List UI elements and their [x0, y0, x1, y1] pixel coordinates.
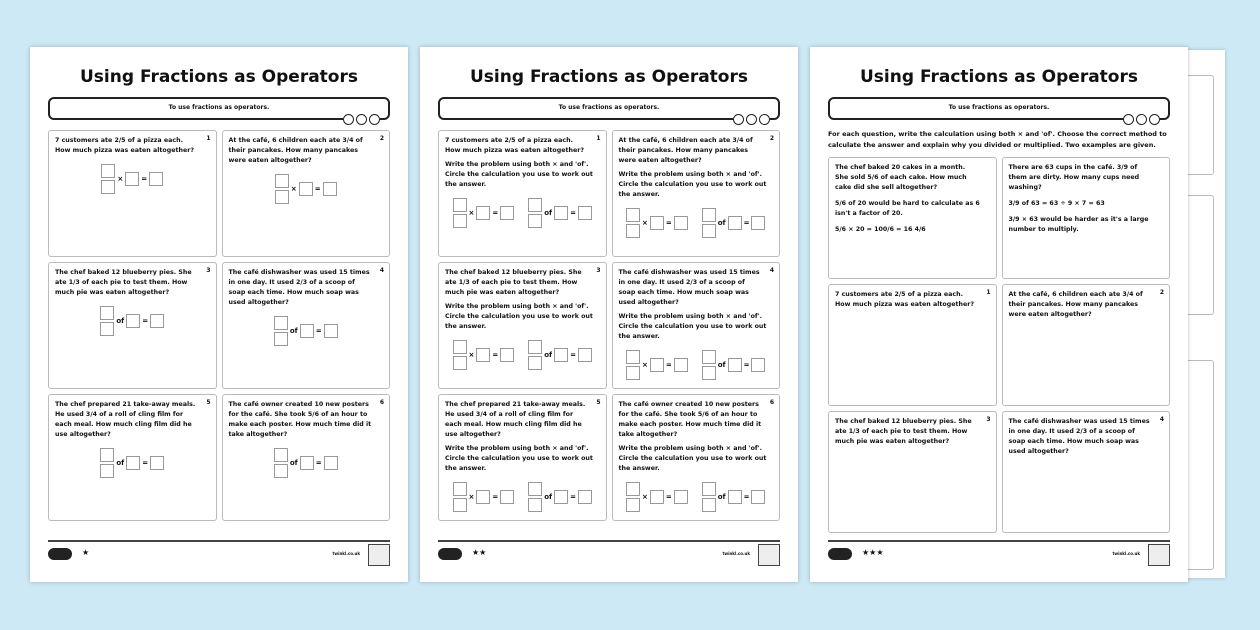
- operator: of: [544, 493, 553, 501]
- question-text: At the café, 6 children each ate 3/4 of their pancakes. How many pancakes were eaten altogether?: [618, 137, 753, 164]
- question-number: 4: [379, 267, 384, 274]
- answer-equations: [229, 316, 384, 346]
- answer-equation: [626, 482, 688, 512]
- answer-equation: [528, 340, 592, 370]
- operand-box[interactable]: [728, 216, 742, 230]
- question-number: 5: [596, 399, 601, 406]
- question-cell: [222, 394, 391, 521]
- answer-equations: [445, 198, 600, 228]
- operand-box[interactable]: [554, 206, 568, 220]
- question-text: The chef prepared 21 take-away meals. He used 3/4 of a roll of cling film for each meal. How much cling film did he use altogether?: [55, 401, 196, 438]
- question-cell: [222, 130, 391, 257]
- operand-box[interactable]: [650, 358, 664, 372]
- question-prompt: Write the problem using both × and 'of'. Circle the calculation you use to work out the answer.: [618, 313, 767, 340]
- operand-box[interactable]: [728, 490, 742, 504]
- operator: of: [544, 351, 553, 359]
- answer-equation: [702, 208, 766, 238]
- question-number: 3: [596, 267, 601, 274]
- answer-equation: [274, 316, 338, 346]
- answer-equation: [528, 198, 592, 228]
- operator: of: [116, 317, 125, 325]
- fraction-boxes: [101, 164, 115, 194]
- example-cell: [828, 157, 997, 279]
- example-question: The chef baked 20 cakes in a month. She sold 5/6 of each cake. How much cake did she sell altogether?: [835, 164, 967, 191]
- operator: of: [116, 459, 125, 467]
- self-assessment-circles: [1123, 114, 1160, 125]
- question-cell: [438, 130, 607, 257]
- denominator-box[interactable]: [626, 498, 640, 512]
- fraction-boxes: [528, 340, 542, 370]
- answer-box[interactable]: [674, 490, 688, 504]
- equals-sign: =: [315, 459, 322, 467]
- denominator-box[interactable]: [453, 498, 467, 512]
- numerator-box[interactable]: [528, 482, 542, 496]
- question-cell: [828, 411, 997, 533]
- answer-equations: [55, 448, 210, 478]
- self-assessment-circles: [733, 114, 770, 125]
- objective-box: [438, 97, 780, 120]
- example-working: 3/9 of 63 = 63 ÷ 9 × 7 = 63: [1008, 200, 1105, 207]
- question-text: 7 customers ate 2/5 of a pizza each. How much pizza was eaten altogether?: [55, 137, 195, 154]
- fraction-boxes: [528, 482, 542, 512]
- question-text: The chef baked 12 blueberry pies. She ate 1/3 of each pie to test them. How much pie was eaten altogether?: [835, 418, 972, 445]
- answer-box[interactable]: [150, 456, 164, 470]
- assessment-circle[interactable]: [369, 114, 380, 125]
- question-cell: [48, 394, 217, 521]
- fraction-boxes: [453, 340, 467, 370]
- question-number: 2: [379, 135, 384, 142]
- equals-sign: =: [665, 361, 672, 369]
- denominator-box[interactable]: [626, 224, 640, 238]
- equals-sign: =: [570, 351, 576, 359]
- assessment-circle[interactable]: [1149, 114, 1160, 125]
- operator: ×: [290, 185, 297, 193]
- numerator-box[interactable]: [274, 316, 288, 330]
- answer-box[interactable]: [324, 456, 338, 470]
- question-prompt: Write the problem using both × and 'of'. Circle the calculation you use to work out the answer.: [618, 445, 767, 472]
- fraction-boxes: [528, 198, 542, 228]
- question-text: 7 customers ate 2/5 of a pizza each. How much pizza was eaten altogether?: [835, 291, 975, 308]
- operator: of: [544, 209, 553, 217]
- question-text: At the café, 6 children each ate 3/4 of their pancakes. How many pancakes were eaten altogether?: [228, 137, 363, 164]
- answer-box[interactable]: [751, 358, 765, 372]
- example-working: 3/9 × 63 would be harder as it's a large number to multiply.: [1008, 216, 1149, 233]
- equals-sign: =: [314, 185, 321, 193]
- footer-website: twinkl.co.uk: [332, 551, 360, 556]
- answer-box[interactable]: [149, 172, 163, 186]
- denominator-box[interactable]: [453, 214, 467, 228]
- operand-box[interactable]: [476, 206, 490, 220]
- equals-sign: =: [142, 317, 149, 325]
- question-text: The chef baked 12 blueberry pies. She ate 1/3 of each pie to test them. How much pie was eaten altogether?: [55, 269, 192, 296]
- answer-equations: [445, 340, 600, 370]
- assessment-circle[interactable]: [1136, 114, 1147, 125]
- footer-website: twinkl.co.uk: [722, 551, 750, 556]
- numerator-box[interactable]: [702, 482, 716, 496]
- operator: ×: [642, 493, 648, 501]
- objective-box: [48, 97, 390, 120]
- assessment-circle[interactable]: [733, 114, 744, 125]
- question-prompt: Write the problem using both × and 'of'. Circle the calculation you use to work out the answer.: [445, 161, 593, 188]
- objective-text: To use fractions as operators.: [558, 104, 660, 111]
- assessment-circle[interactable]: [1123, 114, 1134, 125]
- denominator-box[interactable]: [528, 214, 542, 228]
- answer-box[interactable]: [500, 348, 514, 362]
- operator: ×: [468, 493, 475, 501]
- operator: of: [289, 459, 298, 467]
- fraction-boxes: [453, 198, 467, 228]
- question-prompt: Write the problem using both × and 'of'. Circle the calculation you use to work out the answer.: [618, 171, 767, 198]
- operator: of: [289, 327, 298, 335]
- equals-sign: =: [570, 493, 576, 501]
- question-number: 4: [769, 267, 774, 274]
- answer-equations: [619, 350, 774, 380]
- assessment-circle[interactable]: [759, 114, 770, 125]
- answer-equation: [702, 482, 766, 512]
- operand-box[interactable]: [476, 348, 490, 362]
- equals-sign: =: [743, 361, 750, 369]
- equals-sign: =: [492, 493, 499, 501]
- answer-box[interactable]: [578, 206, 592, 220]
- denominator-box[interactable]: [101, 180, 115, 194]
- question-text: At the café, 6 children each ate 3/4 of their pancakes. How many pancakes were eaten altogether?: [1008, 291, 1143, 318]
- answer-equation: [275, 174, 337, 204]
- worksheet-title: Using Fractions as Operators: [80, 67, 358, 87]
- numerator-box[interactable]: [702, 350, 716, 364]
- denominator-box[interactable]: [453, 356, 467, 370]
- answer-box[interactable]: [751, 216, 765, 230]
- question-grid: [828, 157, 1170, 533]
- answer-equation: [626, 208, 688, 238]
- fraction-boxes: [702, 482, 716, 512]
- equals-sign: =: [142, 459, 149, 467]
- operator: of: [717, 219, 726, 227]
- operand-box[interactable]: [728, 358, 742, 372]
- question-prompt: Write the problem using both × and 'of'. Circle the calculation you use to work out the answer.: [445, 303, 593, 330]
- numerator-box[interactable]: [100, 306, 114, 320]
- twinkl-logo-icon: [438, 548, 462, 560]
- numerator-box[interactable]: [453, 340, 467, 354]
- example-working: 5/6 of 20 would be hard to calculate as 6 isn't a factor of 20.: [835, 200, 980, 217]
- question-grid: [48, 130, 390, 521]
- answer-equation: [528, 482, 592, 512]
- question-text: 7 customers ate 2/5 of a pizza each. How much pizza was eaten altogether?: [445, 137, 585, 154]
- example-question: There are 63 cups in the café. 3/9 of them are dirty. How many cups need washing?: [1008, 164, 1140, 191]
- numerator-box[interactable]: [626, 208, 640, 222]
- fraction-boxes: [100, 448, 114, 478]
- answer-equation: [274, 448, 338, 478]
- equals-sign: =: [665, 493, 672, 501]
- operand-box[interactable]: [554, 348, 568, 362]
- operator: ×: [117, 175, 124, 183]
- worksheet-title: Using Fractions as Operators: [860, 67, 1138, 87]
- denominator-box[interactable]: [275, 190, 289, 204]
- answer-box[interactable]: [751, 490, 765, 504]
- objective-text: To use fractions as operators.: [948, 104, 1050, 111]
- question-number: 3: [206, 267, 211, 274]
- question-grid: [438, 130, 780, 521]
- answer-equations: [619, 208, 774, 238]
- question-text: The café owner created 10 new posters for the café. She took 5/6 of an hour to make each poster. How much time did it take altogether?: [618, 401, 762, 438]
- fraction-boxes: [274, 316, 288, 346]
- operand-box[interactable]: [126, 314, 140, 328]
- fraction-boxes: [626, 208, 640, 238]
- difficulty-stars: ★★★: [862, 548, 884, 557]
- question-cell: [48, 262, 217, 389]
- assessment-circle[interactable]: [746, 114, 757, 125]
- answer-equations: [55, 306, 210, 336]
- quality-badge-icon: [1148, 544, 1170, 566]
- page-footer: [828, 540, 1170, 568]
- question-cell: [1002, 411, 1171, 533]
- question-cell: [48, 130, 217, 257]
- page-footer: [438, 540, 780, 568]
- fraction-boxes: [100, 306, 114, 336]
- difficulty-stars: ★★: [472, 548, 487, 557]
- operator: ×: [468, 351, 475, 359]
- worksheet-page: [30, 47, 408, 582]
- objective-text: To use fractions as operators.: [168, 104, 270, 111]
- question-number: 6: [379, 399, 384, 406]
- question-cell: [612, 262, 781, 389]
- answer-box[interactable]: [150, 314, 164, 328]
- question-prompt: Write the problem using both × and 'of'. Circle the calculation you use to work out the answer.: [445, 445, 593, 472]
- answer-equation: [453, 198, 515, 228]
- equals-sign: =: [570, 209, 576, 217]
- operator: of: [717, 361, 726, 369]
- question-text: The café dishwasher was used 15 times in one day. It used 2/3 of a scoop of soap each time. How much soap was used altogether?: [618, 269, 760, 306]
- question-number: 3: [986, 416, 991, 423]
- operand-box[interactable]: [300, 456, 314, 470]
- answer-equation: [101, 164, 163, 194]
- twinkl-logo-icon: [48, 548, 72, 560]
- equals-sign: =: [743, 493, 750, 501]
- worksheet-title: Using Fractions as Operators: [470, 67, 748, 87]
- operand-box[interactable]: [126, 456, 140, 470]
- assessment-circle[interactable]: [343, 114, 354, 125]
- denominator-box[interactable]: [100, 464, 114, 478]
- answer-equation: [100, 306, 164, 336]
- objective-box: [828, 97, 1170, 120]
- question-text: The café dishwasher was used 15 times in one day. It used 2/3 of a scoop of soap each time. How much soap was used altogether?: [1008, 418, 1150, 455]
- answer-equation: [453, 340, 515, 370]
- answer-box[interactable]: [578, 490, 592, 504]
- answer-equation: [100, 448, 164, 478]
- worksheet-page: [810, 47, 1188, 582]
- denominator-box[interactable]: [626, 366, 640, 380]
- quality-badge-icon: [368, 544, 390, 566]
- answer-equation: [626, 350, 688, 380]
- numerator-box[interactable]: [626, 482, 640, 496]
- operand-box[interactable]: [650, 490, 664, 504]
- question-cell: [828, 284, 997, 406]
- numerator-box[interactable]: [453, 198, 467, 212]
- fraction-boxes: [453, 482, 467, 512]
- answer-equation: [702, 350, 766, 380]
- denominator-box[interactable]: [100, 322, 114, 336]
- quality-badge-icon: [758, 544, 780, 566]
- answer-equations: [229, 174, 384, 204]
- answer-box[interactable]: [500, 206, 514, 220]
- operator: ×: [642, 219, 648, 227]
- operand-box[interactable]: [300, 324, 314, 338]
- question-text: The chef baked 12 blueberry pies. She ate 1/3 of each pie to test them. How much pie was eaten altogether?: [445, 269, 582, 296]
- worksheet-page: [420, 47, 798, 582]
- answer-box[interactable]: [500, 490, 514, 504]
- instructions: For each question, write the calculation using both × and 'of'. Choose the correct method to calculate the answer and explain why you divided or multiplied. Two examples are given.: [828, 130, 1167, 149]
- denominator-box[interactable]: [528, 356, 542, 370]
- numerator-box[interactable]: [274, 448, 288, 462]
- question-text: The café dishwasher was used 15 times in one day. It used 2/3 of a scoop of soap each time. How much soap was used altogether?: [228, 269, 370, 306]
- fraction-boxes: [626, 482, 640, 512]
- fraction-boxes: [274, 448, 288, 478]
- answer-box[interactable]: [674, 216, 688, 230]
- equals-sign: =: [492, 351, 499, 359]
- operand-box[interactable]: [650, 216, 664, 230]
- question-number: 1: [596, 135, 601, 142]
- operand-box[interactable]: [554, 490, 568, 504]
- question-cell: [612, 394, 781, 521]
- answer-equations: [229, 448, 384, 478]
- fraction-boxes: [275, 174, 289, 204]
- footer-website: twinkl.co.uk: [1112, 551, 1140, 556]
- operator: ×: [468, 209, 475, 217]
- assessment-circle[interactable]: [356, 114, 367, 125]
- page-footer: [48, 540, 390, 568]
- answer-box[interactable]: [323, 182, 337, 196]
- question-number: 5: [206, 399, 211, 406]
- equals-sign: =: [743, 219, 750, 227]
- denominator-box[interactable]: [702, 498, 716, 512]
- denominator-box[interactable]: [274, 464, 288, 478]
- denominator-box[interactable]: [702, 366, 716, 380]
- difficulty-stars: ★: [82, 548, 90, 557]
- answer-equations: [619, 482, 774, 512]
- operand-box[interactable]: [299, 182, 313, 196]
- twinkl-logo-icon: [828, 548, 852, 560]
- example-working: 5/6 × 20 = 100/6 = 16 4/6: [835, 226, 926, 233]
- question-text: The chef prepared 21 take-away meals. He used 3/4 of a roll of cling film for each meal. How much cling film did he use altogether?: [445, 401, 586, 438]
- equals-sign: =: [492, 209, 499, 217]
- numerator-box[interactable]: [453, 482, 467, 496]
- question-cell: [438, 394, 607, 521]
- example-cell: [1002, 157, 1171, 279]
- answer-equation: [453, 482, 515, 512]
- denominator-box[interactable]: [702, 224, 716, 238]
- operator: of: [717, 493, 726, 501]
- equals-sign: =: [665, 219, 672, 227]
- operand-box[interactable]: [476, 490, 490, 504]
- denominator-box[interactable]: [274, 332, 288, 346]
- numerator-box[interactable]: [100, 448, 114, 462]
- question-number: 4: [1159, 416, 1164, 423]
- numerator-box[interactable]: [275, 174, 289, 188]
- question-number: 2: [769, 135, 774, 142]
- self-assessment-circles: [343, 114, 380, 125]
- question-cell: [612, 130, 781, 257]
- answer-box[interactable]: [674, 358, 688, 372]
- numerator-box[interactable]: [101, 164, 115, 178]
- question-text: The café owner created 10 new posters for the café. She took 5/6 of an hour to make each poster. How much time did it take altogether?: [228, 401, 372, 438]
- fraction-boxes: [702, 350, 716, 380]
- numerator-box[interactable]: [702, 208, 716, 222]
- question-cell: [222, 262, 391, 389]
- question-cell: [1002, 284, 1171, 406]
- question-cell: [438, 262, 607, 389]
- question-number: 6: [769, 399, 774, 406]
- answer-box[interactable]: [324, 324, 338, 338]
- numerator-box[interactable]: [528, 198, 542, 212]
- operand-box[interactable]: [125, 172, 139, 186]
- answer-equations: [445, 482, 600, 512]
- fraction-boxes: [702, 208, 716, 238]
- numerator-box[interactable]: [528, 340, 542, 354]
- question-number: 1: [206, 135, 211, 142]
- numerator-box[interactable]: [626, 350, 640, 364]
- equals-sign: =: [141, 175, 148, 183]
- answer-equations: [55, 164, 210, 194]
- denominator-box[interactable]: [528, 498, 542, 512]
- equals-sign: =: [315, 327, 322, 335]
- operator: ×: [642, 361, 648, 369]
- question-number: 2: [1159, 289, 1164, 296]
- question-number: 1: [986, 289, 991, 296]
- answer-box[interactable]: [578, 348, 592, 362]
- fraction-boxes: [626, 350, 640, 380]
